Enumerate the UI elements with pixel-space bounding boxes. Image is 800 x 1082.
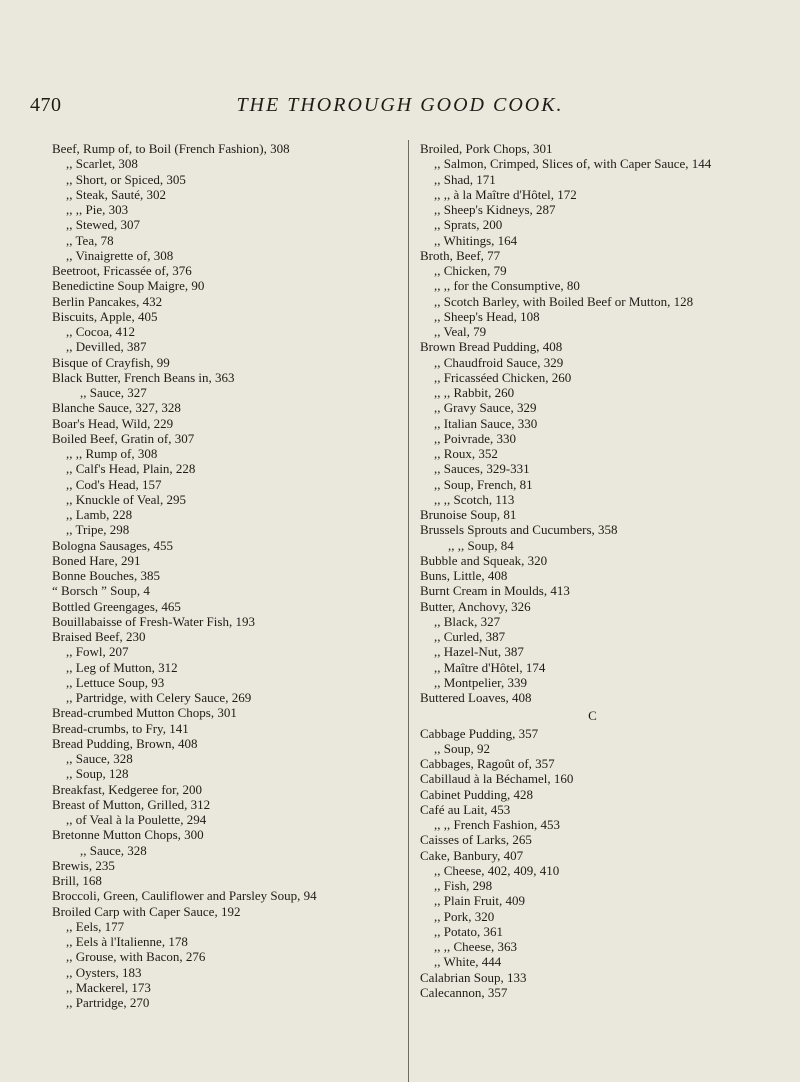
index-entry: Buttered Loaves, 408 [420,690,532,705]
index-entry: ,, Potato, 361 [434,923,503,939]
index-entry: Bisque of Crayfish, 99 [52,354,170,370]
index-entry: ,, ,, Cheese, 363 [434,939,518,954]
index-entry: ,, Eels, 177 [66,918,125,934]
index-entry: ,, Plain Fruit, 409 [434,893,526,909]
index-entry: ,, Soup, French, 81 [434,476,533,492]
index-entry: Brunoise Soup, 81 [420,507,517,522]
index-entry: Blanche Sauce, 327, 328 [52,400,181,416]
index-entry: Boned Hare, 291 [52,552,141,568]
index-entry: ,, Oysters, 183 [66,964,142,980]
index-entry: ,, Sauce, 328 [66,751,133,766]
index-entry: Cake, Banbury, 407 [420,847,524,863]
index-entry: ,, Partridge, 270 [66,995,150,1010]
index-entry: ,, Eels à l'Italienne, 178 [66,934,188,949]
index-entry: ,, ,, Scotch, 113 [434,491,515,507]
index-entry: Black Butter, French Beans in, 363 [52,369,235,385]
index-entry: ,, Sauces, 329-331 [434,461,530,477]
index-entry: ,, Fricasséed Chicken, 260 [434,369,572,385]
index-entry: Caisses of Larks, 265 [420,832,532,848]
index-entry: Bread Pudding, Brown, 408 [52,735,198,751]
index-entry: ,, Mackerel, 173 [66,979,151,995]
index-entry: ,, Soup, 92 [434,740,490,756]
index-entry: ,, Cheese, 402, 409, 410 [434,862,560,878]
index-entry: ,, ,, Soup, 84 [448,537,514,553]
index-entry: ,, Fish, 298 [434,878,493,893]
index-entry: ,, ,, French Fashion, 453 [434,817,561,832]
index-entry: ,, Curled, 387 [434,629,506,644]
index-entry: ,, Roux, 352 [434,446,498,461]
index-entry: Brussels Sprouts and Cucumbers, 358 [420,522,618,538]
index-entry: Bottled Greengages, 465 [52,598,181,614]
index-entry: ,, Stewed, 307 [66,217,141,233]
index-entry: ,, Sauce, 327 [80,385,147,400]
index-entry: Bretonne Mutton Chops, 300 [52,827,204,843]
index-entry: ,, ,, à la Maître d'Hôtel, 172 [434,186,577,202]
index-entry: ,, Italian Sauce, 330 [434,415,538,431]
index-entry: Breakfast, Kedgeree for, 200 [52,781,202,797]
index-entry: ,, Soup, 128 [66,766,129,782]
index-entry: ,, Sheep's Kidneys, 287 [434,202,556,217]
index-entry: Burnt Cream in Moulds, 413 [420,583,570,599]
index-entry: Cabillaud à la Béchamel, 160 [420,771,574,787]
index-entry: Broiled Carp with Caper Sauce, 192 [52,903,241,919]
index-entry: Broth, Beef, 77 [420,247,501,263]
index-entry: ,, Poivrade, 330 [434,430,516,446]
index-entry: Cabinet Pudding, 428 [420,786,534,802]
index-entry: Buns, Little, 408 [420,568,508,583]
index-entry: Cabbages, Ragoût of, 357 [420,756,555,771]
index-entry: Boar's Head, Wild, 229 [52,415,174,431]
index-entry: Bonne Bouches, 385 [52,568,160,583]
index-entry: Café au Lait, 453 [420,801,511,817]
page-header [30,94,770,118]
page-number: 470 [30,94,62,116]
index-entry: ,, Grouse, with Bacon, 276 [66,949,206,965]
index-entry: ,, Lamb, 228 [66,507,133,522]
index-entry: Benedictine Soup Maigre, 90 [52,278,205,294]
index-entry: Brewis, 235 [52,857,115,873]
index-entry: ,, Scarlet, 308 [66,156,138,172]
index-entry: ,, Tripe, 298 [66,522,130,538]
index-entry: “ Borsch ” Soup, 4 [52,583,150,599]
index-entry: ,, Devilled, 387 [66,339,147,355]
index-entry: Cabbage Pudding, 357 [420,725,539,741]
index-entry: Berlin Pancakes, 432 [52,293,163,309]
index-entry: ,, Pork, 320 [434,908,495,924]
index-entry: ,, Sheep's Head, 108 [434,308,540,324]
index-entry: ,, ,, Pie, 303 [66,202,129,217]
index-entry: ,, of Veal à la Poulette, 294 [66,812,207,827]
index-entry: Broccoli, Green, Cauliflower and Parsley Soup, 94 [52,888,317,904]
index-entry: ,, Cocoa, 412 [66,324,135,339]
index-entry: Calecannon, 357 [420,984,508,1000]
index-entry: Beetroot, Fricassée of, 376 [52,263,192,278]
index-entry: ,, Calf's Head, Plain, 228 [66,461,196,477]
index-entry: ,, Maître d'Hôtel, 174 [434,659,546,675]
index-entry: Beef, Rump of, to Boil (French Fashion), 308 [52,141,290,156]
index-entry: Boiled Beef, Gratin of, 307 [52,430,195,446]
index-entry: ,, Black, 327 [434,613,501,629]
index-entry: Broiled, Pork Chops, 301 [420,141,553,156]
index-entry: ,, Whitings, 164 [434,232,518,248]
index-entry: ,, Knuckle of Veal, 295 [66,491,186,507]
index-entry: Biscuits, Apple, 405 [52,308,158,324]
index-entry: ,, Lettuce Soup, 93 [66,674,165,690]
index-entry: ,, ,, Rabbit, 260 [434,385,515,400]
index-entry: Bologna Sausages, 455 [52,537,173,553]
index-entry: ,, Gravy Sauce, 329 [434,400,537,416]
index-entry: ,, Montpelier, 339 [434,674,527,690]
index-entry: Bread-crumbs, to Fry, 141 [52,720,189,736]
index-column-right [420,141,765,1000]
index-entry: ,, ,, for the Consumptive, 80 [434,278,580,294]
index-entry: ,, Salmon, Crimped, Slices of, with Caper Sauce, 144 [434,156,712,172]
index-entry: Brown Bread Pudding, 408 [420,339,563,355]
index-entry: Bread-crumbed Mutton Chops, 301 [52,705,237,721]
index-entry: ,, Shad, 171 [434,171,496,187]
index-entry: ,, Cod's Head, 157 [66,476,162,492]
index-entry: Brill, 168 [52,873,102,888]
index-entry: ,, Chicken, 79 [434,263,507,278]
index-entry: ,, Partridge, with Celery Sauce, 269 [66,690,252,705]
index-entry: ,, White, 444 [434,954,502,970]
index-entry: ,, Fowl, 207 [66,644,129,660]
index-entry: Breast of Mutton, Grilled, 312 [52,796,211,812]
column-divider [408,140,409,1082]
index-entry: Bouillabaisse of Fresh-Water Fish, 193 [52,613,255,629]
index-entry: ,, Sauce, 328 [80,842,147,858]
index-entry: ,, Vinaigrette of, 308 [66,247,174,263]
index-entry: ,, Short, or Spiced, 305 [66,171,186,187]
index-entry: ,, Tea, 78 [66,232,114,248]
index-entry: ,, Sprats, 200 [434,217,503,233]
index-entry: ,, Hazel-Nut, 387 [434,644,524,660]
index-entry: ,, Chaudfroid Sauce, 329 [434,354,564,370]
index-entry: Bubble and Squeak, 320 [420,552,548,568]
section-letter: C [588,708,597,724]
index-column-left [52,141,398,1010]
index-entry: ,, Steak, Sauté, 302 [66,186,167,202]
index-entry: ,, Leg of Mutton, 312 [66,659,178,675]
index-entry: ,, Veal, 79 [434,324,487,339]
running-title: THE THOROUGH GOOD COOK. [236,94,564,116]
index-entry: ,, Scotch Barley, with Boiled Beef or Mutton, 128 [434,293,694,309]
index-entry: Calabrian Soup, 133 [420,969,527,985]
index-entry: Butter, Anchovy, 326 [420,598,531,614]
index-entry: Braised Beef, 230 [52,629,146,644]
index-entry: ,, ,, Rump of, 308 [66,446,158,461]
